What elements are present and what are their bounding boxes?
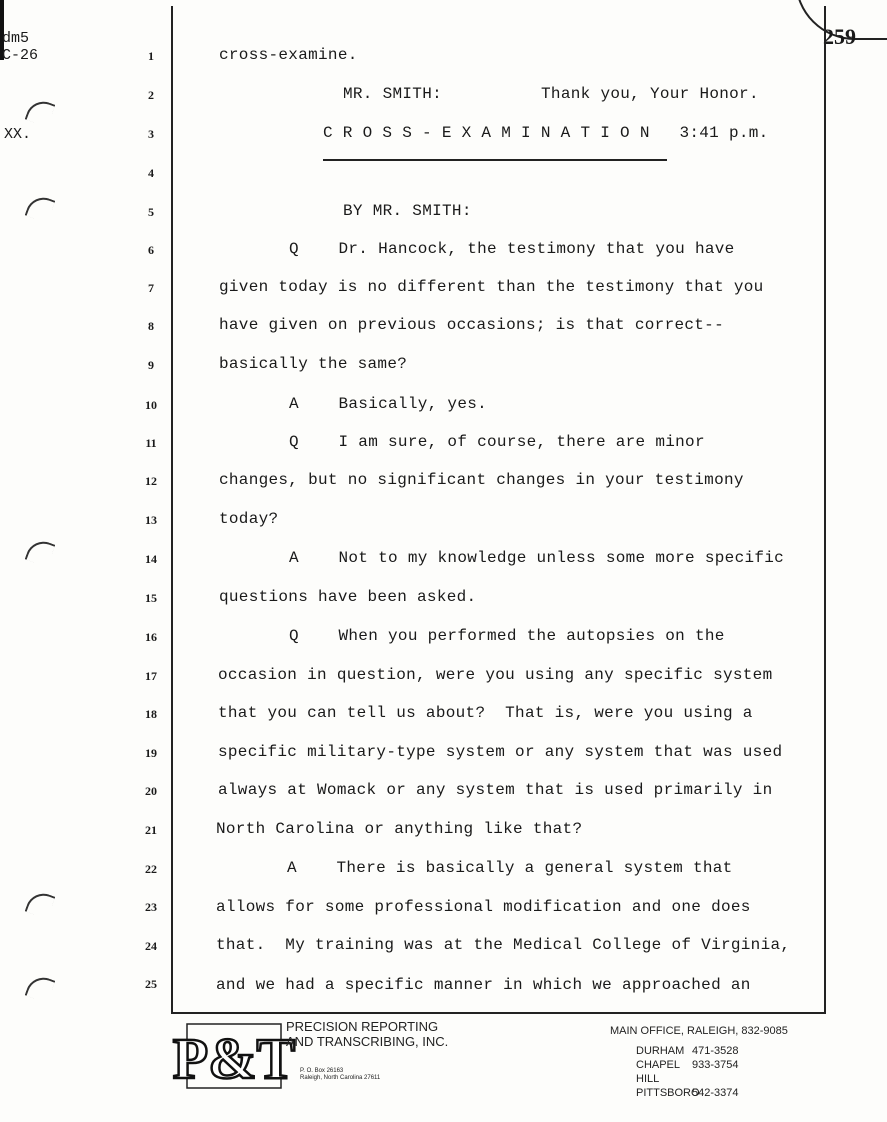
line-number: 7 bbox=[148, 281, 154, 295]
transcript-line: always at Womack or any system that is used primarily in bbox=[218, 781, 773, 799]
transcript-line: A Not to my knowledge unless some more specific bbox=[289, 549, 785, 567]
office-city: PITTSBORO bbox=[636, 1087, 700, 1099]
svg-text:P&T: P&T bbox=[172, 1026, 296, 1091]
line-number: 4 bbox=[148, 166, 154, 180]
line-number: 5 bbox=[148, 205, 154, 219]
transcript-line: today? bbox=[219, 510, 279, 528]
line-number: 11 bbox=[145, 436, 157, 450]
transcript-line: basically the same? bbox=[219, 355, 408, 373]
line-number: 21 bbox=[145, 823, 157, 837]
office-row bbox=[636, 1058, 739, 1086]
margin-mark-xx: XX. bbox=[4, 126, 32, 143]
line-number: 17 bbox=[145, 669, 157, 683]
office-city: CHAPEL HILL bbox=[636, 1059, 680, 1085]
transcript-line: Q Dr. Hancock, the testimony that you have bbox=[289, 240, 735, 258]
line-number: 12 bbox=[145, 474, 157, 488]
transcript-line: have given on previous occasions; is that correct-- bbox=[219, 316, 724, 334]
line-number: 20 bbox=[145, 784, 157, 798]
binder-hole-mark bbox=[25, 537, 56, 568]
po-city: Raleigh, North Carolina 27611 bbox=[300, 1075, 381, 1081]
transcript-line: occasion in question, were you using any specific system bbox=[218, 666, 773, 684]
transcript-line: that you can tell us about? That is, were you using a bbox=[218, 704, 753, 722]
company-address bbox=[300, 1068, 380, 1082]
line-number: 2 bbox=[148, 88, 154, 102]
transcript-line: BY MR. SMITH: bbox=[343, 202, 472, 220]
line-number: 3 bbox=[148, 127, 154, 141]
transcript-line: and we had a specific manner in which we approached an bbox=[216, 976, 751, 994]
transcript-line: A There is basically a general system that bbox=[287, 859, 733, 877]
transcript-line: cross-examine. bbox=[219, 46, 358, 64]
transcript-line: A Basically, yes. bbox=[289, 395, 488, 413]
company-name-line: PRECISION REPORTING bbox=[286, 1019, 439, 1034]
binder-hole-mark bbox=[25, 973, 56, 1004]
line-number: 18 bbox=[145, 707, 157, 721]
transcript-line: given today is no different than the testimony that you bbox=[219, 278, 764, 296]
line-number: 23 bbox=[145, 900, 157, 914]
page-number: 259 bbox=[823, 24, 856, 49]
office-phone: 471-3528 bbox=[692, 1045, 739, 1057]
binder-hole-mark bbox=[25, 889, 56, 920]
margin-code-dm5: dm5 bbox=[2, 30, 30, 47]
binder-hole-mark bbox=[25, 193, 56, 224]
line-number: 6 bbox=[148, 243, 154, 257]
office-row bbox=[636, 1086, 739, 1100]
transcript-line: Q I am sure, of course, there are minor bbox=[289, 433, 705, 451]
line-number: 14 bbox=[145, 552, 157, 566]
office-city: DURHAM bbox=[636, 1045, 685, 1057]
line-number: 1 bbox=[148, 49, 154, 63]
transcript-line: specific military-type system or any system that was used bbox=[218, 743, 783, 761]
line-number: 9 bbox=[148, 358, 154, 372]
line-number: 24 bbox=[145, 939, 157, 953]
line-number: 16 bbox=[145, 630, 157, 644]
transcript-line: changes, but no significant changes in your testimony bbox=[219, 471, 744, 489]
margin-code-c26: C-26 bbox=[2, 47, 39, 64]
company-name-line: AND TRANSCRIBING, INC. bbox=[286, 1034, 449, 1049]
po-box: P. O. Box 26163 bbox=[300, 1068, 344, 1074]
office-phone: 933-3754 bbox=[692, 1059, 739, 1071]
line-number: 15 bbox=[145, 591, 157, 605]
binder-hole-mark bbox=[25, 97, 56, 128]
line-number: 13 bbox=[145, 513, 157, 527]
line-number: 25 bbox=[145, 977, 157, 991]
company-logo bbox=[172, 1020, 296, 1091]
line-number: 19 bbox=[145, 746, 157, 760]
office-phone: 542-3374 bbox=[692, 1087, 739, 1099]
transcript-line: C R O S S - E X A M I N A T I O N 3:41 p.m. bbox=[323, 124, 769, 142]
branch-offices bbox=[636, 1044, 739, 1100]
transcript-line: MR. SMITH: Thank you, Your Honor. bbox=[343, 85, 759, 103]
transcript-line: North Carolina or anything like that? bbox=[216, 820, 583, 838]
company-name bbox=[286, 1019, 448, 1049]
line-number: 10 bbox=[145, 398, 157, 412]
transcript-line: questions have been asked. bbox=[219, 588, 477, 606]
transcript-line: allows for some professional modification and one does bbox=[216, 898, 751, 916]
cross-examination-underline bbox=[323, 159, 667, 161]
office-row bbox=[636, 1044, 739, 1058]
line-number: 22 bbox=[145, 862, 157, 876]
main-office: MAIN OFFICE, RALEIGH, 832-9085 bbox=[610, 1025, 788, 1037]
line-number: 8 bbox=[148, 319, 154, 333]
transcript-line: that. My training was at the Medical College of Virginia, bbox=[216, 936, 791, 954]
transcript-line: Q When you performed the autopsies on the bbox=[289, 627, 725, 645]
